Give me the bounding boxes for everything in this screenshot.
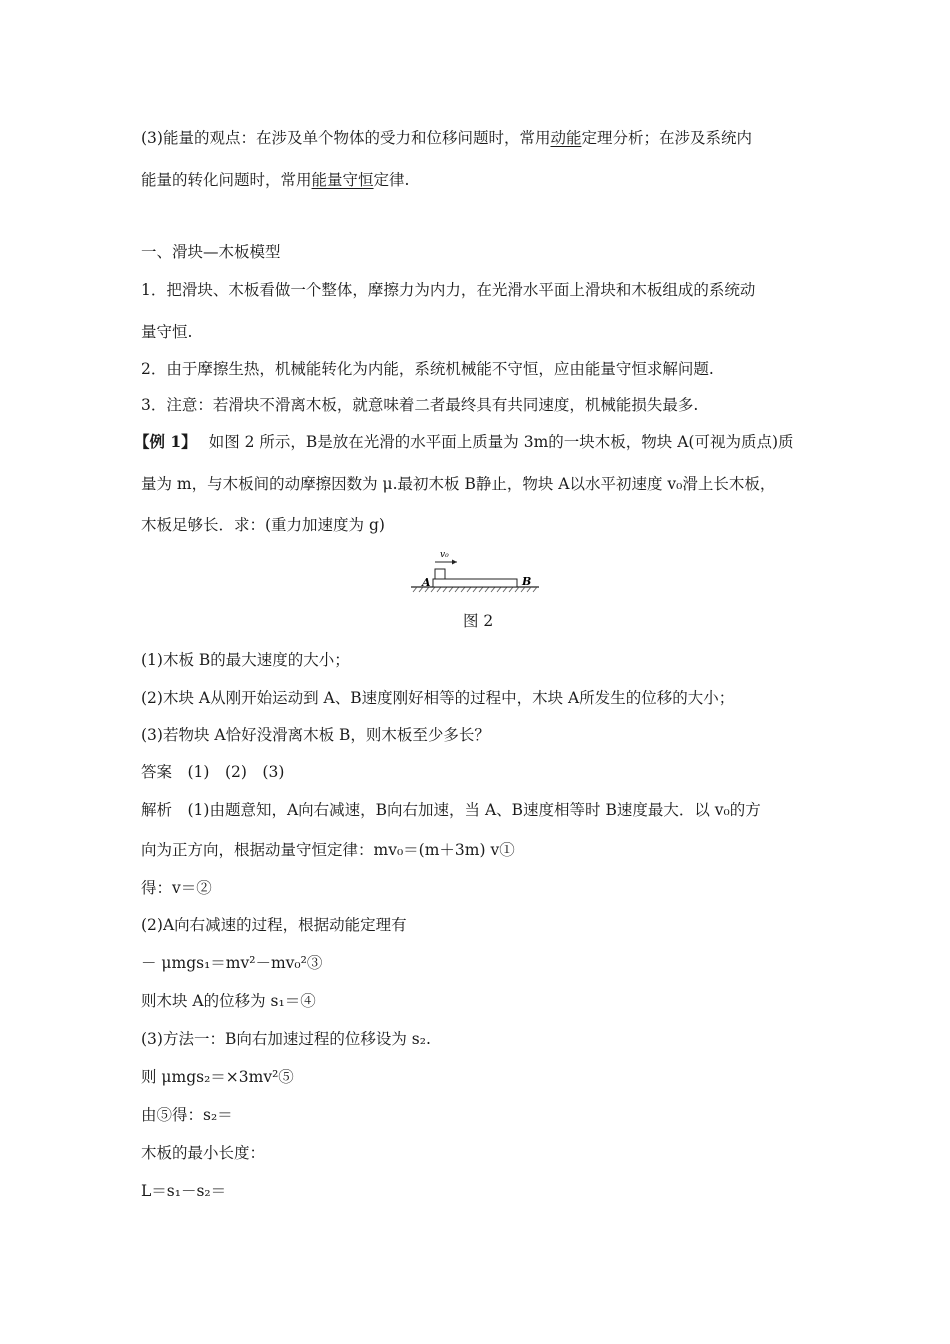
ground-hatch bbox=[413, 587, 537, 592]
a-label: A bbox=[422, 576, 431, 589]
v0-label: v₀ bbox=[440, 550, 449, 560]
solution-line1: 解析 (1)由题意知，A向右减速，B向右加速，当 A、B速度相等时 B速度最大．以 v₀的方 bbox=[141, 801, 761, 819]
solution-line4: (2)A向右减速的过程，根据动能定理有 bbox=[141, 916, 407, 934]
point-2: 2．由于摩擦生热，机械能转化为内能，系统机械能不守恒，应由能量守恒求解问题. bbox=[141, 360, 714, 378]
solution-line5: － μmgs₁＝mv²－mv₀²③ bbox=[141, 954, 323, 972]
solution-line10: 木板的最小长度： bbox=[141, 1144, 266, 1162]
text-segment: 定理分析；在涉及系统内 bbox=[581, 129, 752, 147]
point-1-line2: 量守恒. bbox=[141, 323, 193, 341]
example-label: 【例 1】 bbox=[134, 432, 197, 451]
solution-line7: (3)方法一：B向右加速过程的位移设为 s₂. bbox=[141, 1030, 431, 1048]
text-segment: 能量的转化问题时，常用 bbox=[141, 171, 312, 189]
block-a bbox=[435, 569, 445, 579]
text-segment: (3)能量的观点：在涉及单个物体的受力和位移问题时，常用 bbox=[141, 129, 551, 147]
b-label: B bbox=[522, 575, 532, 588]
solution-line6: 则木块 A的位移为 s₁＝④ bbox=[141, 992, 316, 1010]
solution-line8: 则 μmgs₂＝×3mv²⑤ bbox=[141, 1068, 294, 1086]
answer-line: 答案 (1) (2) (3) bbox=[141, 763, 285, 781]
block-board-diagram bbox=[405, 545, 545, 595]
point-1-line1: 1．把滑块、木板看做一个整体，摩擦力为内力，在光滑水平面上滑块和木板组成的系统动 bbox=[141, 281, 756, 299]
solution-line3: 得：v＝② bbox=[141, 879, 212, 897]
paragraph-energy-view-line2 bbox=[141, 170, 409, 190]
example-line1 bbox=[134, 432, 794, 452]
figure-caption: 图 2 bbox=[463, 612, 494, 630]
text-segment: 定律. bbox=[373, 171, 410, 189]
question-3: (3)若物块 A恰好没滑离木板 B，则木板至少多长？ bbox=[141, 726, 490, 744]
question-2: (2)木块 A从刚开始运动到 A、B速度刚好相等的过程中，木块 A所发生的位移的大小； bbox=[141, 689, 735, 707]
example-line2: 量为 m，与木板间的动摩擦因数为 μ.最初木板 B静止，物块 A以水平初速度 v₀滑上长木板， bbox=[141, 475, 776, 493]
arrow-head-icon bbox=[452, 560, 457, 565]
paragraph-energy-view-line1 bbox=[141, 128, 752, 148]
underlined-term: 动能 bbox=[550, 129, 582, 147]
example-line3: 木板足够长．求：(重力加速度为 g) bbox=[141, 516, 385, 534]
solution-line11: L＝s₁－s₂＝ bbox=[141, 1182, 227, 1200]
question-1: (1)木板 B的最大速度的大小； bbox=[141, 651, 350, 669]
figure-2 bbox=[405, 545, 545, 595]
board-b bbox=[433, 579, 517, 587]
underlined-term: 能量守恒 bbox=[311, 171, 374, 189]
section-title: 一、滑块—木板模型 bbox=[141, 243, 281, 261]
solution-line9: 由⑤得：s₂＝ bbox=[141, 1106, 233, 1124]
point-3: 3．注意：若滑块不滑离木板，就意味着二者最终具有共同速度，机械能损失最多. bbox=[141, 396, 699, 414]
text-segment: 如图 2 所示，B是放在光滑的水平面上质量为 3m的一块木板，物块 A(可视为质点)质 bbox=[208, 433, 794, 451]
solution-line2: 向为正方向，根据动量守恒定律：mv₀＝(m＋3m) v① bbox=[141, 841, 515, 859]
